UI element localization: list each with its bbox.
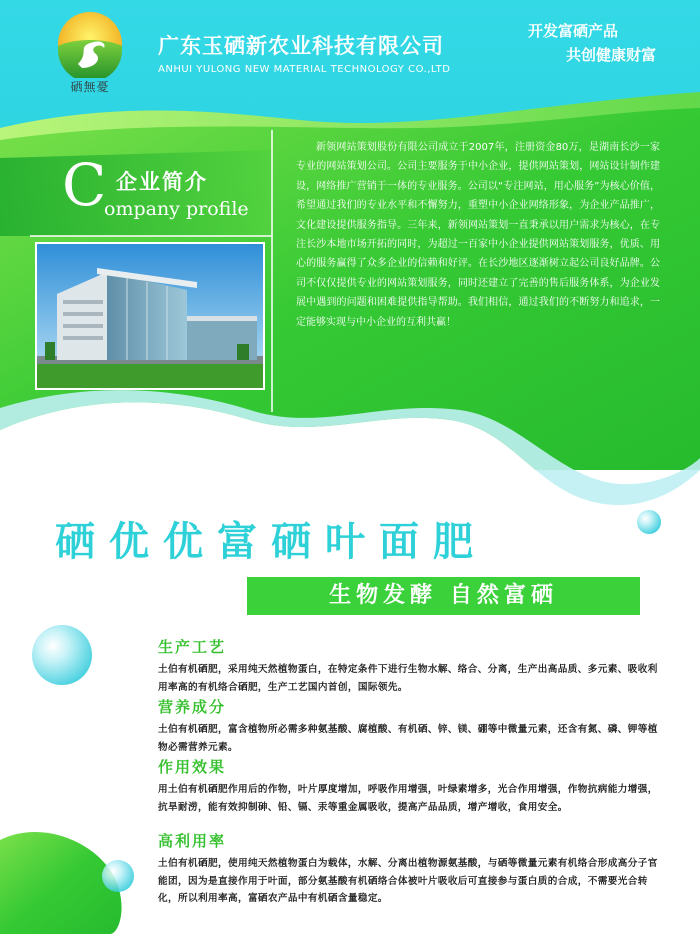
- section-heading: 营养成分: [158, 698, 227, 716]
- heading-en: ompany profile: [104, 198, 249, 220]
- slogan-line-1: 开发富硒产品: [528, 22, 619, 40]
- bubble-large: [32, 625, 92, 685]
- company-profile-text: 新领网站策划股份有限公司成立于2007年，注册资金80万，是湖南长沙一家专业的网站策划公司。公司主要服务于中小企业，提供网站策划，网站设计制作建设，网络推广营销于一体的专业服务。公司以“专注网站，用心服务”为核心价值，希望通过我们的专业水平和不懈努力，重塑中小企业网络形象，为企业产品推广，文化建设提供服务指导。三年来，新领网站策划一直秉承以用户需求为核心，在专注长沙本地市场开拓的同时，为超过一百家中小企业提供网站策划服务，优质、用心的服务赢得了众多企业的信赖和好评。在长沙地区逐渐树立起公司良好品牌。公司不仅仅提供专业的网站策划服务，同时还建立了完善的售后服务体系，为企业发展中遇到的问题和困难提供指导帮助。我们相信，通过我们的不断努力和追求，一定能够实现与中小企业的互利共赢！: [296, 142, 660, 328]
- company-name-en: ANHUI YULONG NEW MATERIAL TECHNOLOGY CO.,LTD: [158, 64, 451, 75]
- product-title: 硒优优富硒叶面肥: [55, 519, 487, 565]
- bubble-bottom: [102, 860, 134, 892]
- section-text: 用土伯有机硒肥作用后的作物，叶片厚度增加，呼吸作用增强，叶绿素增多，光合作用增强，作物抗病能力增强，抗旱耐涝，能有效抑制砷、铅、镉、汞等重金属吸收，提高产品品质，增产增收，食用安全。: [158, 784, 658, 813]
- section-production-process: [158, 636, 658, 696]
- sun-field-logo-icon: [54, 8, 126, 78]
- section-nutrients: [158, 696, 658, 756]
- section-heading: 高利用率: [158, 832, 227, 850]
- banner-text: 生物发酵 自然富硒: [329, 583, 558, 608]
- section-text: 土伯有机硒肥，使用纯天然植物蛋白为载体，水解、分离出植物源氨基酸，与硒等微量元素有机络合形成高分子官能团，因为是直接作用于叶面，部分氨基酸有机硒络合体被叶片吸收后可直接参与蛋白质的合成，不需要光合转化，所以利用率高，富硒农产品中有机硒含量稳定。: [158, 858, 658, 905]
- heading-zh: 企业简介: [116, 170, 208, 194]
- logo-caption: 硒無憂: [70, 80, 110, 94]
- heading-initial: C: [62, 151, 107, 219]
- office-building-image: [37, 244, 263, 388]
- section-high-utilization: [158, 830, 658, 908]
- company-logo: [54, 8, 126, 96]
- company-name: 广东玉硒新农业科技有限公司: [158, 34, 444, 58]
- section-text: 土伯有机硒肥，富含植物所必需多种氨基酸、腐植酸、有机硒、锌、镁、硼等中微量元素，还含有氮、磷、钾等植物必需营养元素。: [158, 724, 658, 753]
- company-profile-heading: [62, 151, 272, 232]
- product-banner: [247, 577, 640, 615]
- section-effects: [158, 756, 658, 816]
- slogan-line-2: 共创健康财富: [566, 46, 657, 64]
- section-text: 土伯有机硒肥，采用纯天然植物蛋白，在特定条件下进行生物水解、络合、分离，生产出高品质、多元素、吸收利用率高的有机络合硒肥，生产工艺国内首创，国际领先。: [158, 664, 658, 693]
- section-heading: 作用效果: [158, 758, 227, 776]
- section-heading: 生产工艺: [158, 638, 227, 656]
- building-photo: [35, 242, 265, 390]
